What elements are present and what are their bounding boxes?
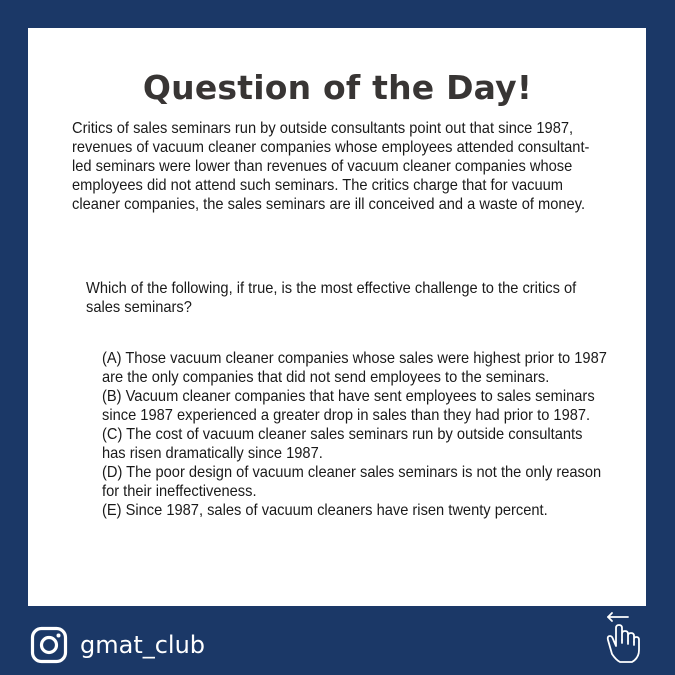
- answer-options: [102, 349, 642, 520]
- question-container: [86, 279, 621, 317]
- passage-text: Critics of sales seminars run by outside consultants point out that since 1987, revenues of vacuum cleaner companies whose employees attended consultant-led seminars were lower than revenues of vacuum cleaner companies whose employees did not attend such seminars. The critics charge that for vacuum cleaner companies, the sales seminars are ill conceived and a waste of money.: [72, 120, 590, 213]
- option-b: (B) Vacuum cleaner companies that have sent employees to sales seminars since 1987 experienced a greater drop in sales than they had prior to 1987.: [102, 388, 595, 424]
- option-d: (D) The poor design of vacuum cleaner sales seminars is not the only reason for their ineffectiveness.: [102, 464, 602, 500]
- question-text: Which of the following, if true, is the most effective challenge to the critics of sales seminars?: [86, 280, 577, 316]
- swipe-hand-icon: [598, 610, 646, 666]
- option-a: (A) Those vacuum cleaner companies whose sales were highest prior to 1987 are the only companies that did not send employees to the seminars.: [102, 350, 607, 386]
- option-e: (E) Since 1987, sales of vacuum cleaners have risen twenty percent.: [102, 502, 548, 519]
- social-handle[interactable]: gmat_club: [80, 631, 206, 659]
- passage-container: [72, 119, 627, 214]
- instagram-icon[interactable]: [30, 626, 68, 664]
- page-title: Question of the Day!: [142, 68, 533, 107]
- option-c: (C) The cost of vacuum cleaner sales seminars run by outside consultants has risen dramatically since 1987.: [102, 426, 583, 462]
